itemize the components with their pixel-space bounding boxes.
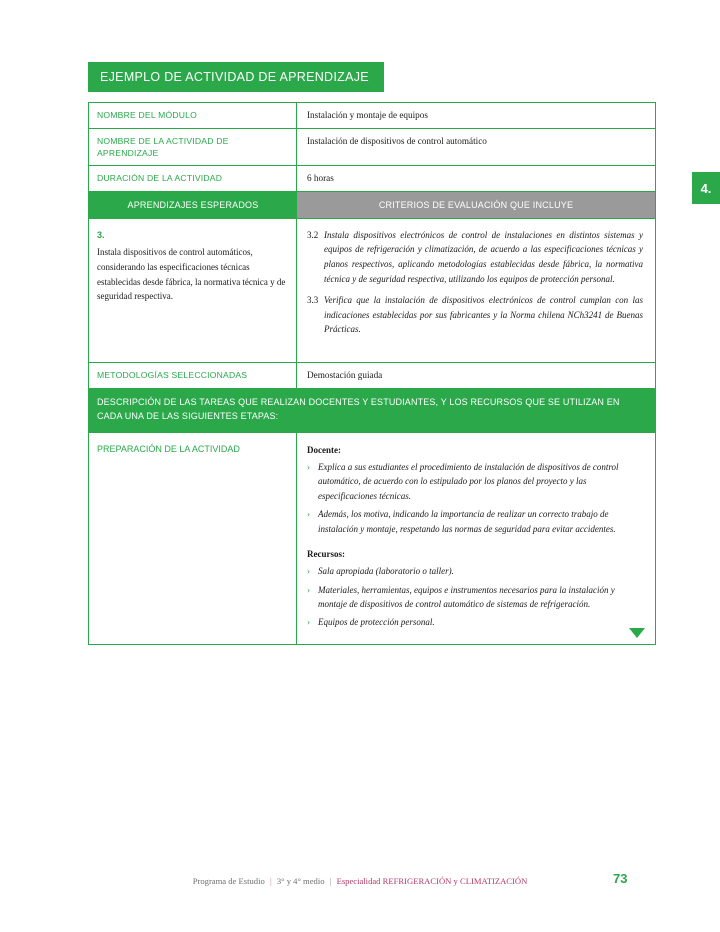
section-header-row xyxy=(89,192,655,219)
row-label-module: NOMBRE DEL MÓDULO xyxy=(89,103,297,128)
page-footer xyxy=(0,876,720,886)
criterion-number: 3.2 xyxy=(307,229,319,240)
header-evaluation-criteria: CRITERIOS DE EVALUACIÓN QUE INCLUYE xyxy=(297,192,655,218)
learning-outcome-cell xyxy=(89,219,297,362)
triangle-down-icon xyxy=(629,628,645,638)
table-row xyxy=(89,166,655,192)
row-value-activity-name: Instalación de dispositivos de control automático xyxy=(307,135,487,146)
list-item-text: Explica a sus estudiantes el procedimiento de instalación de dispositivos de control automático, de acuerdo con lo estipulado por los planos del proyecto y las especificaciones técnicas. xyxy=(318,461,619,501)
table-row xyxy=(89,103,655,129)
criterion-item xyxy=(307,228,643,286)
description-band: DESCRIPCIÓN DE LAS TAREAS QUE REALIZAN DOCENTES Y ESTUDIANTES, Y LOS RECURSOS QUE SE UTILIZAN EN CADA UNA DE LAS SIGUIENTES ETAPAS: xyxy=(89,389,655,433)
list-item xyxy=(307,564,643,578)
activity-table xyxy=(88,102,656,645)
list-item xyxy=(307,615,643,629)
activity-stage-row xyxy=(89,433,655,644)
list-item xyxy=(307,507,643,536)
footer-program: Programa de Estudio xyxy=(192,876,265,886)
list-item xyxy=(307,460,643,503)
page-number: 73 xyxy=(613,871,628,886)
table-row xyxy=(89,129,655,166)
chevron-right-icon: › xyxy=(307,584,310,595)
stage-content xyxy=(297,433,655,644)
row-label-duration: DURACIÓN DE LA ACTIVIDAD xyxy=(89,166,297,191)
learning-outcome-number: 3. xyxy=(97,229,105,240)
stage-label: PREPARACIÓN DE LA ACTIVIDAD xyxy=(89,433,297,644)
footer-specialty: Especialidad REFRIGERACIÓN y CLIMATIZACIÓN xyxy=(336,876,528,886)
activity-banner-title: EJEMPLO DE ACTIVIDAD DE APRENDIZAJE xyxy=(88,62,384,92)
footer-level: 3° y 4° medio xyxy=(276,876,325,886)
header-learning-outcomes: APRENDIZAJES ESPERADOS xyxy=(89,192,297,218)
row-value-duration: 6 horas xyxy=(307,172,334,183)
row-value-module: Instalación y montaje de equipos xyxy=(307,110,428,120)
list-item-text: Materiales, herramientas, equipos e instrumentos necesarios para la instalación y montaje de dispositivos de control automático de sistemas de refrigeración. xyxy=(318,584,615,610)
chevron-right-icon: › xyxy=(307,509,310,520)
outcomes-criteria-row xyxy=(89,219,655,363)
row-value-methodology: Demostación guiada xyxy=(307,369,383,380)
teacher-heading: Docente: xyxy=(307,444,341,455)
list-item xyxy=(307,583,643,612)
table-row xyxy=(89,363,655,389)
footer-separator: | xyxy=(329,876,332,886)
resources-heading: Recursos: xyxy=(307,548,345,559)
chevron-right-icon: › xyxy=(307,461,310,472)
criterion-number: 3.3 xyxy=(307,295,319,306)
chevron-right-icon: › xyxy=(307,566,310,577)
criterion-text: Instala dispositivos electrónicos de control de instalaciones en distintos sistemas y equipos de refrigeración y climatización, de acuerdo a las especificaciones técnicas y planos respectivos, aplicando metodologías establecidas desde fábrica, la normativa técnica y de seguridad respectiva, utilizando los equipos de protección personal. xyxy=(324,229,643,284)
criterion-text: Verifica que la instalación de dispositivos electrónicos de control cumplan con las indicaciones establecidas por sus fabricantes y la Norma chilena NCh3241 de Buenas Prácticas. xyxy=(324,295,643,335)
row-label-activity-name: NOMBRE DE LA ACTIVIDAD DE APRENDIZAJE xyxy=(89,129,297,165)
learning-outcome-text: Instala dispositivos de control automáticos, considerando las especificaciones técnicas establecidas desde fábrica, la normativa técnica y de seguridad respectiva. xyxy=(97,247,286,302)
criterion-item xyxy=(307,293,643,337)
footer-separator: | xyxy=(269,876,272,886)
list-item-text: Además, los motiva, indicando la importancia de realizar un correcto trabajo de instalación y montaje, respetando las normas de seguridad para evitar accidentes. xyxy=(318,509,616,534)
chevron-right-icon: › xyxy=(307,617,310,628)
list-item-text: Equipos de protección personal. xyxy=(318,617,435,628)
chapter-side-tab: 4. xyxy=(692,172,720,204)
list-item-text: Sala apropiada (laboratorio o taller). xyxy=(318,566,454,577)
criteria-cell xyxy=(297,219,655,362)
row-label-methodology: METODOLOGÍAS SELECCIONADAS xyxy=(89,363,297,388)
